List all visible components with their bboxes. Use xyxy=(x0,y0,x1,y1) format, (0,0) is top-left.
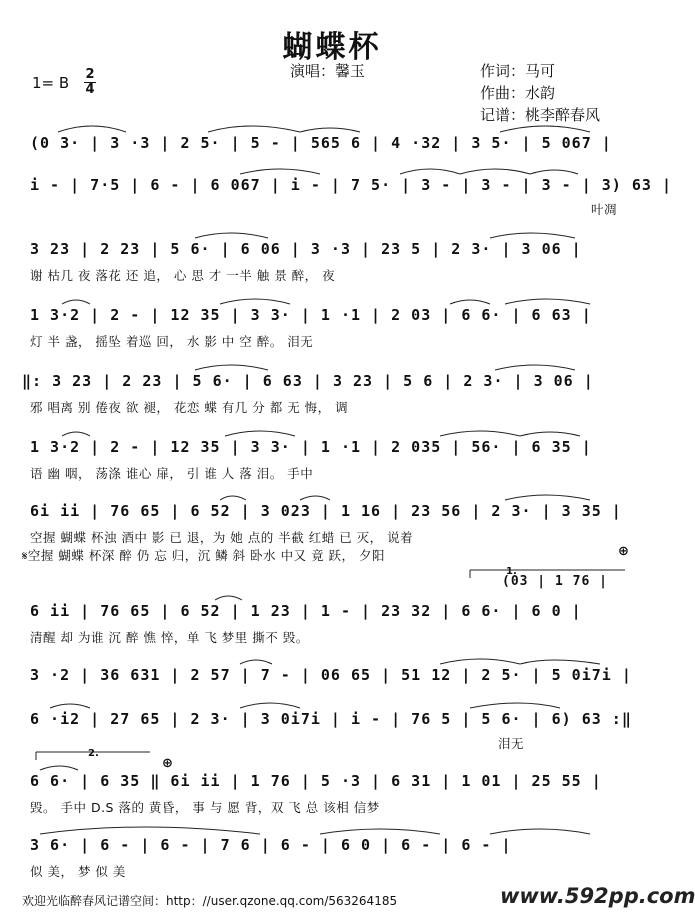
slur xyxy=(500,126,590,132)
volta-1-notes: (03 | 1 76 | xyxy=(502,574,608,589)
site-watermark: www.592pp.com xyxy=(500,884,695,908)
lyric-line-8: 清醒 却 为谁 沉 醉 憔 悴，单 飞 梦里 撕不 毁。 xyxy=(30,630,309,645)
volta-brackets xyxy=(36,570,625,760)
slur xyxy=(62,300,90,304)
song-title: 蝴蝶杯 xyxy=(282,30,382,65)
time-signature-top: 2 xyxy=(85,67,95,82)
coda-symbol-1: ⊕ xyxy=(618,544,629,559)
slur xyxy=(58,126,126,132)
slur xyxy=(470,703,560,708)
slur xyxy=(440,431,520,436)
lyric-line-4: 灯 半 盏， 摇坠 着巡 回， 水 影 中 空 醉。 泪无 xyxy=(30,334,314,349)
lyric-line-7b: 𝄋空握 蝴蝶 杯深 醉 仍 忘 归，沉 鳞 斜 卧水 中又 竟 跃， 夕阳 xyxy=(22,548,386,563)
slur xyxy=(195,365,268,370)
slur xyxy=(50,704,90,708)
slur xyxy=(440,659,520,664)
slur xyxy=(40,827,260,834)
score-line-6: 1 3·2 | 2 - | 12 35 | 3 3· | 1 ·1 | 2 035 | 56· | 6 35 | xyxy=(30,438,592,456)
score-line-11: 6 6· | 6 35 ‖ 6i ii | 1 76 | 5 ·3 | 6 31 | 1 01 | 25 55 | xyxy=(30,772,602,790)
score-line-2: i - | 7·5 | 6 - | 6 067 | i - | 7 5· | 3 - | 3 - | 3 - | 3) 63 | xyxy=(30,176,672,194)
slur xyxy=(450,300,490,304)
slur xyxy=(490,233,575,238)
lyric-line-7a: 空握 蝴蝶 杯浊 酒中 影 已 退，为 她 点的 半截 红蜡 已 灭， 说着 xyxy=(30,530,414,545)
time-signature xyxy=(84,68,96,97)
slur xyxy=(208,126,300,132)
slur xyxy=(400,169,460,174)
score-line-7: 6i ii | 76 65 | 6 52 | 3 023 | 1 16 | 23 56 | 2 3· | 3 35 | xyxy=(30,502,622,520)
score-line-10: 6 ·i2 | 27 65 | 2 3· | 3 0i7i | i - | 76 5 | 5 6· | 6) 63 :‖ xyxy=(30,710,632,728)
score-line-4: 1 3·2 | 2 - | 12 35 | 3 3· | 1 ·1 | 2 03 | 6 6· | 6 63 | xyxy=(30,306,592,324)
slur xyxy=(240,169,320,174)
slur xyxy=(220,299,290,304)
score-line-12: 3 6· | 6 - | 6 - | 7 6 | 6 - | 6 0 | 6 - | 6 - | xyxy=(30,836,512,854)
slur xyxy=(40,766,78,770)
lyric-line-6: 语 幽 咽， 荡涤 谁心 扉， 引 谁 人 落 泪。 手中 xyxy=(30,466,314,481)
lyric-line-5: 邪 唱离 别 倦夜 欲 褪， 花恋 蝶 有几 分 都 无 悔， 调 xyxy=(30,400,349,415)
volta-2-label: 2. xyxy=(88,748,99,759)
composer-credit: 作曲：水韵 xyxy=(480,84,556,102)
singer-credit: 演唱：馨玉 xyxy=(290,62,366,80)
slur xyxy=(240,703,300,708)
score-line-5: ‖: 3 23 | 2 23 | 5 6· | 6 63 | 3 23 | 5 6 | 2 3· | 3 06 | xyxy=(22,372,594,390)
slur xyxy=(505,299,590,304)
transcriber-credit: 记谱：桃李醉春风 xyxy=(480,106,601,124)
slur xyxy=(220,496,246,500)
slur xyxy=(495,365,575,370)
slur xyxy=(320,829,440,834)
lyric-line-3: 谢 枯几 夜 落花 还 追， 心 思 才 一半 触 景 醉， 夜 xyxy=(30,268,336,283)
slur xyxy=(240,660,272,664)
slur xyxy=(62,432,90,436)
slur xyxy=(520,432,580,436)
score-line-3: 3 23 | 2 23 | 5 6· | 6 06 | 3 ·3 | 23 5 | 2 3· | 3 06 | xyxy=(30,240,582,258)
slur xyxy=(300,128,360,132)
slur xyxy=(505,495,590,500)
slur xyxy=(530,170,578,174)
score-line-8: 6 ii | 76 65 | 6 52 | 1 23 | 1 - | 23 32 | 6 6· | 6 0 | xyxy=(30,602,582,620)
coda-symbol-2: ⊕ xyxy=(162,756,173,771)
volta-1-label: 1. xyxy=(506,566,517,577)
slur xyxy=(520,660,600,664)
lyric-line-11: 毁。 手中 D.S 落的 黄昏， 事 与 愿 背，双 飞 总 该相 信梦 xyxy=(30,800,380,815)
lyric-line-12: 似 美， 梦 似 美 xyxy=(30,864,126,879)
slur xyxy=(215,596,242,600)
key-signature: 1= B xyxy=(32,74,70,92)
slur xyxy=(490,829,590,834)
lyricist-credit: 作词：马可 xyxy=(480,62,556,80)
footer-url: 欢迎光临醉春风记谱空间：http：//user.qzone.qq.com/563264185 xyxy=(22,894,398,908)
slur xyxy=(225,431,295,436)
score-line-1: (0 3· | 3 ·3 | 2 5· | 5 - | 565 6 | 4 ·32 | 3 5· | 5 067 | xyxy=(30,134,612,152)
lyric-line-2: 叶凋 xyxy=(591,202,618,217)
score-line-9: 3 ·2 | 36 631 | 2 57 | 7 - | 06 65 | 51 12 | 2 5· | 5 0i7i | xyxy=(30,666,632,684)
slur xyxy=(195,233,268,238)
slur xyxy=(300,496,330,500)
time-signature-bottom: 4 xyxy=(85,82,95,97)
lyric-line-10: 泪无 xyxy=(498,736,525,751)
slur xyxy=(460,169,530,174)
